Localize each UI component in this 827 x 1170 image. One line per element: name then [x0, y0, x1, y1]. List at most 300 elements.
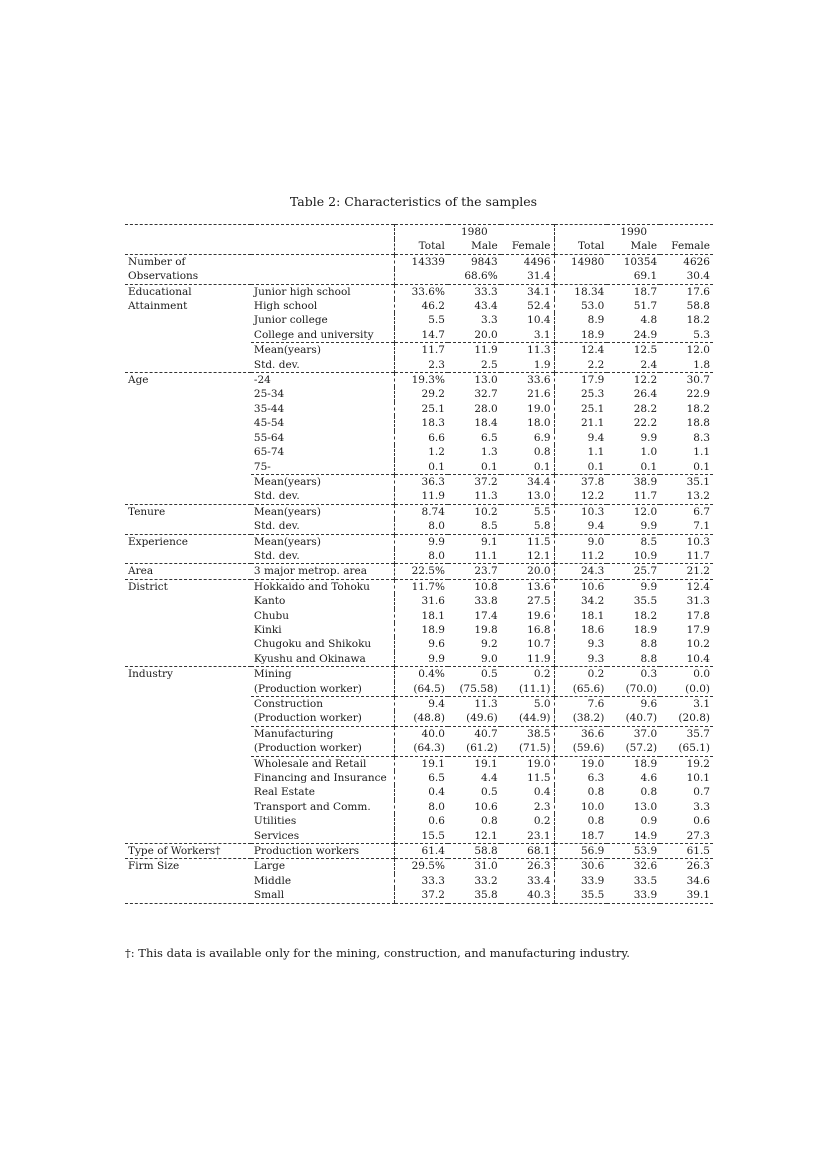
value-cell: 0.8: [533, 446, 551, 459]
row-label: 45-54: [253, 417, 285, 430]
value-cell: 0.1: [481, 460, 498, 473]
value-cell: 19.3%: [395, 373, 448, 388]
row-label: 3 major metrop. area: [251, 564, 395, 579]
value-cell: 12.0: [660, 343, 713, 358]
value-cell: 18.7: [607, 284, 660, 299]
value-cell: 25.7: [607, 564, 660, 579]
value-cell: 18.2: [633, 609, 658, 622]
value-cell: 10.4: [527, 314, 551, 327]
value-cell: 39.1: [660, 888, 713, 903]
value-cell: 11.9: [395, 489, 448, 504]
row-label: Mean(years): [251, 504, 395, 519]
value-cell: 4496: [501, 254, 554, 269]
value-cell: 51.7: [633, 300, 658, 313]
table-row: [125, 373, 713, 388]
value-cell: 38.9: [607, 474, 660, 489]
value-cell: 68.1: [501, 844, 554, 859]
value-cell: 0.9: [640, 815, 658, 828]
value-cell: 2.5: [481, 358, 498, 371]
value-cell: 58.8: [686, 300, 710, 313]
value-cell: 11.5: [527, 772, 551, 785]
year-1980: 1980: [395, 225, 554, 240]
value-cell: (48.8): [395, 711, 448, 726]
value-cell: 18.8: [686, 417, 710, 430]
table-row: [125, 726, 713, 741]
table-footnote: †: This data is available only for the mining, construction, and manufacturing industry.: [125, 946, 630, 960]
value-cell: 18.2: [686, 314, 710, 327]
value-cell: 35.1: [660, 474, 713, 489]
value-cell: [395, 269, 448, 284]
value-cell: 0.8: [554, 814, 607, 828]
value-cell: 5.3: [693, 328, 710, 341]
value-cell: 1.9: [533, 358, 551, 371]
value-cell: 0.2: [554, 667, 607, 682]
row-group-label: Firm Size: [125, 859, 251, 874]
value-cell: 36.3: [395, 474, 448, 489]
value-cell: 0.8: [640, 786, 658, 799]
value-cell: 17.4: [474, 609, 498, 622]
value-cell: (20.8): [678, 712, 710, 725]
row-group-label: [125, 431, 251, 445]
value-cell: (64.3): [395, 741, 448, 756]
value-cell: 37.2: [395, 888, 448, 903]
value-cell: 0.3: [607, 667, 660, 682]
value-cell: 0.4%: [395, 667, 448, 682]
row-group-label: [125, 623, 251, 637]
row-label: Services: [253, 829, 300, 842]
value-cell: 3.1: [660, 697, 713, 712]
row-group-label: [125, 358, 251, 373]
value-cell: 21.2: [660, 564, 713, 579]
value-cell: 0.5: [481, 786, 498, 799]
row-group-label: [125, 489, 251, 504]
value-cell: 11.5: [501, 534, 554, 549]
value-cell: (49.6): [466, 712, 498, 725]
value-cell: 35.5: [633, 595, 658, 608]
value-cell: 68.6%: [464, 270, 498, 283]
value-cell: 9.9: [395, 652, 448, 667]
value-cell: 18.1: [554, 609, 607, 623]
value-cell: (57.2): [625, 742, 658, 755]
value-cell: 9.4: [554, 431, 607, 445]
value-cell: (59.6): [554, 741, 607, 756]
col-header: Male: [471, 240, 498, 253]
row-group-label: Industry: [125, 667, 251, 682]
table-row: [125, 800, 713, 814]
table-row: [125, 888, 713, 903]
row-group-label: [125, 594, 251, 608]
value-cell: 27.5: [527, 595, 551, 608]
value-cell: 2.3: [395, 358, 448, 373]
row-label: (Production worker): [253, 742, 362, 755]
value-cell: 33.4: [527, 874, 551, 887]
value-cell: 33.3: [395, 874, 448, 888]
value-cell: 11.7: [633, 490, 658, 503]
value-cell: 61.4: [395, 844, 448, 859]
column-header-row: [125, 239, 713, 254]
value-cell: 34.2: [554, 594, 607, 608]
value-cell: 12.4: [660, 579, 713, 594]
row-label: Large: [251, 859, 395, 874]
row-group-label: [125, 785, 251, 799]
row-label: Hokkaido and Tohoku: [251, 579, 395, 594]
value-cell: (65.6): [554, 682, 607, 697]
row-label: Construction: [251, 697, 395, 712]
value-cell: 31.4: [527, 270, 551, 283]
table-row: [125, 756, 713, 771]
value-cell: 56.9: [554, 844, 607, 859]
table-row: [125, 859, 713, 874]
row-label: Mean(years): [251, 474, 395, 489]
value-cell: 19.2: [660, 756, 713, 771]
table-row: [125, 343, 713, 358]
value-cell: 31.6: [395, 594, 448, 608]
value-cell: [554, 269, 607, 284]
value-cell: 8.5: [607, 534, 660, 549]
value-cell: 17.6: [660, 284, 713, 299]
value-cell: 33.6%: [395, 284, 448, 299]
value-cell: 12.2: [554, 489, 607, 504]
row-label: Std. dev.: [253, 520, 300, 533]
value-cell: 3.3: [481, 314, 498, 327]
table-row: [125, 623, 713, 637]
row-label: Transport and Comm.: [253, 800, 371, 813]
row-group-label: [125, 519, 251, 534]
table-row: [125, 549, 713, 564]
table-row: [125, 474, 713, 489]
row-label: Mean(years): [251, 343, 395, 358]
table-row: [125, 814, 713, 828]
value-cell: 9.6: [395, 637, 448, 651]
value-cell: 26.3: [501, 859, 554, 874]
table-row: [125, 358, 713, 373]
value-cell: 0.1: [693, 460, 710, 473]
table-row: [125, 313, 713, 327]
value-cell: 33.5: [633, 874, 658, 887]
value-cell: 19.0: [501, 756, 554, 771]
value-cell: 16.8: [527, 623, 551, 636]
value-cell: 1.8: [693, 358, 710, 371]
value-cell: 4.4: [481, 772, 498, 785]
value-cell: 33.9: [607, 888, 660, 903]
value-cell: 1.1: [693, 446, 710, 459]
value-cell: 12.5: [607, 343, 660, 358]
table-row: [125, 416, 713, 430]
value-cell: 5.5: [501, 504, 554, 519]
table-row: [125, 697, 713, 712]
row-label: Financing and Insurance: [253, 772, 387, 785]
row-label: Kyushu and Okinawa: [253, 652, 366, 665]
table-row: [125, 402, 713, 416]
row-group-label: [125, 416, 251, 430]
row-group-label: [125, 402, 251, 416]
value-cell: 11.3: [501, 343, 554, 358]
value-cell: 36.6: [554, 726, 607, 741]
value-cell: (64.5): [395, 682, 448, 697]
value-cell: 0.1: [554, 460, 607, 475]
row-group-label: Tenure: [125, 504, 251, 519]
value-cell: 18.1: [395, 609, 448, 623]
value-cell: 18.9: [607, 756, 660, 771]
value-cell: 0.7: [693, 786, 710, 799]
value-cell: 9.6: [607, 697, 660, 712]
value-cell: 18.0: [527, 417, 551, 430]
value-cell: 43.4: [474, 300, 498, 313]
row-label: -24: [251, 373, 395, 388]
row-label: High school: [253, 300, 318, 313]
row-group-label: Attainment: [128, 300, 188, 313]
value-cell: 11.1: [474, 549, 498, 562]
value-cell: 11.9: [448, 343, 501, 358]
row-label: Utilities: [253, 815, 297, 828]
value-cell: 11.7: [395, 343, 448, 358]
value-cell: 30.6: [554, 859, 607, 874]
value-cell: 23.1: [527, 829, 551, 842]
value-cell: 1.0: [640, 446, 658, 459]
value-cell: 5.8: [533, 520, 551, 533]
value-cell: 25.1: [395, 402, 448, 416]
row-group-label: [125, 888, 251, 903]
row-group-label: [125, 874, 251, 888]
value-cell: 10354: [607, 254, 660, 269]
value-cell: 40.0: [395, 726, 448, 741]
value-cell: 12.2: [607, 373, 660, 388]
value-cell: 38.5: [501, 726, 554, 741]
row-group-label: Type of Workers†: [125, 844, 251, 859]
value-cell: 10.1: [686, 772, 710, 785]
value-cell: 10.4: [686, 652, 710, 665]
row-label: Wholesale and Retail: [251, 756, 395, 771]
value-cell: 12.4: [554, 343, 607, 358]
table-row: [125, 652, 713, 667]
value-cell: 10.6: [554, 579, 607, 594]
value-cell: 37.2: [448, 474, 501, 489]
row-label: [251, 254, 395, 269]
row-label: Small: [251, 888, 395, 903]
value-cell: 8.8: [640, 652, 658, 665]
row-label: Std. dev.: [253, 549, 300, 562]
row-group-label: [125, 682, 251, 697]
table-caption: Table 2: Characteristics of the samples: [289, 194, 538, 209]
value-cell: 1.3: [481, 446, 498, 459]
value-cell: 11.3: [474, 490, 498, 503]
value-cell: 19.6: [527, 609, 551, 622]
row-group-label: [125, 460, 251, 475]
value-cell: 9.3: [554, 652, 607, 667]
value-cell: 61.5: [660, 844, 713, 859]
row-group-label: [125, 637, 251, 651]
value-cell: 8.0: [395, 549, 448, 564]
value-cell: 0.4: [395, 785, 448, 799]
value-cell: 19.0: [554, 756, 607, 771]
table-row: [125, 785, 713, 799]
value-cell: 33.3: [448, 284, 501, 299]
value-cell: 1.2: [395, 445, 448, 459]
value-cell: 9.2: [481, 638, 498, 651]
value-cell: 0.1: [640, 460, 658, 473]
value-cell: 18.9: [395, 623, 448, 637]
table-row: [125, 254, 713, 269]
value-cell: 3.3: [693, 800, 710, 813]
value-cell: 0.4: [533, 786, 551, 799]
value-cell: 30.4: [686, 270, 710, 283]
row-label: 75-: [253, 460, 271, 473]
table-row: [125, 534, 713, 549]
value-cell: 13.2: [686, 490, 710, 503]
value-cell: 0.5: [448, 667, 501, 682]
value-cell: 0.0: [660, 667, 713, 682]
value-cell: 5.5: [395, 313, 448, 327]
year-1990: 1990: [554, 225, 713, 240]
row-group-label: [125, 814, 251, 828]
value-cell: 29.2: [395, 387, 448, 401]
row-group-label: [125, 726, 251, 741]
value-cell: 34.4: [501, 474, 554, 489]
value-cell: 35.5: [554, 888, 607, 903]
row-group-label: [125, 549, 251, 564]
value-cell: 19.1: [395, 756, 448, 771]
value-cell: (75.58): [459, 682, 498, 695]
value-cell: (65.1): [678, 742, 710, 755]
value-cell: 0.2: [501, 667, 554, 682]
table-row: [125, 637, 713, 651]
value-cell: 18.7: [554, 829, 607, 844]
value-cell: 6.7: [660, 504, 713, 519]
table-row: [125, 504, 713, 519]
value-cell: 21.1: [554, 416, 607, 430]
table-row: [125, 844, 713, 859]
value-cell: 9.3: [554, 637, 607, 651]
value-cell: 24.9: [633, 328, 658, 341]
value-cell: 1.1: [554, 445, 607, 459]
value-cell: 10.7: [527, 638, 551, 651]
value-cell: 40.3: [501, 888, 554, 903]
col-header: Female: [671, 240, 710, 253]
row-group-label: [125, 343, 251, 358]
row-label: Chubu: [253, 609, 289, 622]
row-label: Mean(years): [251, 534, 395, 549]
value-cell: 6.5: [395, 771, 448, 785]
value-cell: 69.1: [633, 270, 658, 283]
value-cell: 35.8: [448, 888, 501, 903]
value-cell: 9.9: [607, 579, 660, 594]
row-group-label: [125, 652, 251, 667]
col-header: Total: [395, 239, 448, 254]
value-cell: 22.5%: [395, 564, 448, 579]
col-header: Male: [630, 240, 658, 253]
value-cell: 40.7: [448, 726, 501, 741]
value-cell: 8.3: [693, 431, 710, 444]
row-group-label: [125, 609, 251, 623]
table-row: [125, 564, 713, 579]
table-row: [125, 269, 713, 284]
value-cell: 10.3: [554, 504, 607, 519]
value-cell: 30.7: [660, 373, 713, 388]
value-cell: 0.2: [533, 815, 551, 828]
value-cell: 0.8: [554, 785, 607, 799]
value-cell: 33.6: [501, 373, 554, 388]
table-row: [125, 609, 713, 623]
row-label: Junior college: [253, 314, 328, 327]
value-cell: 28.0: [474, 402, 498, 415]
table-row: [125, 829, 713, 844]
value-cell: 29.5%: [395, 859, 448, 874]
row-label: [251, 269, 395, 284]
row-label: Kanto: [253, 595, 286, 608]
value-cell: 2.3: [533, 800, 551, 813]
value-cell: 11.3: [448, 697, 501, 712]
row-group-label: Age: [125, 373, 251, 388]
value-cell: 9.9: [640, 520, 658, 533]
row-label: 35-44: [253, 402, 285, 415]
value-cell: 9.9: [395, 534, 448, 549]
value-cell: 22.2: [633, 417, 658, 430]
value-cell: 23.7: [448, 564, 501, 579]
value-cell: 0.1: [395, 460, 448, 475]
value-cell: 20.0: [474, 328, 498, 341]
value-cell: 33.8: [474, 595, 498, 608]
row-group-label: [125, 800, 251, 814]
value-cell: 46.2: [395, 299, 448, 313]
value-cell: 25.1: [554, 402, 607, 416]
row-label: Kinki: [253, 623, 282, 636]
row-label: Chugoku and Shikoku: [253, 638, 372, 651]
value-cell: (71.5): [518, 742, 551, 755]
row-label: Std. dev.: [253, 358, 300, 371]
value-cell: 20.0: [501, 564, 554, 579]
value-cell: 15.5: [395, 829, 448, 844]
table-row: [125, 667, 713, 682]
value-cell: 58.8: [448, 844, 501, 859]
value-cell: 12.1: [527, 549, 551, 562]
row-label: 65-74: [253, 446, 285, 459]
value-cell: 26.4: [633, 388, 658, 401]
row-group-label: [125, 829, 251, 844]
value-cell: 0.6: [395, 814, 448, 828]
value-cell: 18.6: [554, 623, 607, 637]
value-cell: 10.0: [554, 800, 607, 814]
value-cell: (70.0): [625, 682, 658, 695]
value-cell: 10.9: [633, 549, 658, 562]
value-cell: 8.0: [395, 519, 448, 534]
value-cell: 3.1: [533, 328, 551, 341]
col-header: Female: [511, 240, 551, 253]
value-cell: 19.0: [527, 402, 551, 415]
value-cell: 13.0: [633, 800, 658, 813]
value-cell: 11.7: [686, 549, 710, 562]
value-cell: 31.3: [686, 595, 710, 608]
table-row: [125, 328, 713, 343]
value-cell: 10.2: [686, 638, 710, 651]
row-group-label: [125, 741, 251, 756]
value-cell: 9.4: [395, 697, 448, 712]
row-label: Std. dev.: [253, 490, 300, 503]
value-cell: 17.9: [554, 373, 607, 388]
row-label: (Production worker): [253, 712, 362, 725]
value-cell: 35.7: [660, 726, 713, 741]
row-group-label: Educational: [125, 284, 251, 299]
table-row: [125, 594, 713, 608]
value-cell: 34.6: [686, 874, 710, 887]
table-row: [125, 445, 713, 459]
value-cell: 34.1: [501, 284, 554, 299]
value-cell: 4.8: [640, 314, 658, 327]
row-group-label: [125, 474, 251, 489]
value-cell: (11.1): [518, 682, 551, 695]
value-cell: 14.7: [395, 328, 448, 343]
value-cell: 33.9: [554, 874, 607, 888]
value-cell: (40.7): [625, 712, 658, 725]
